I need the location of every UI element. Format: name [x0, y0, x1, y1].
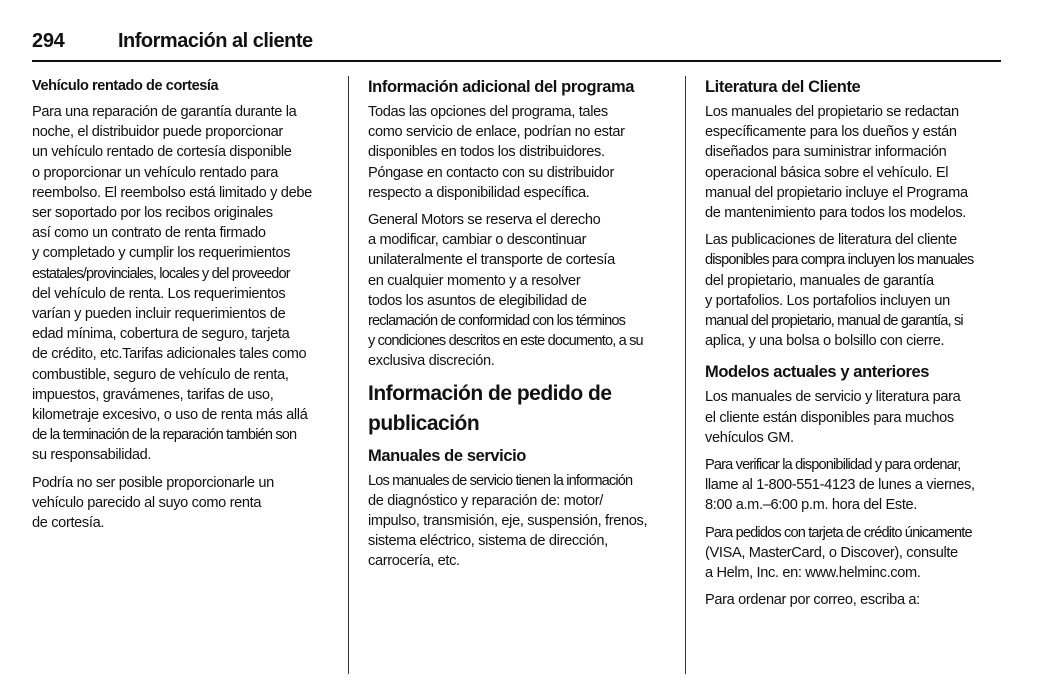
page-header: [32, 28, 1001, 62]
text-line: edad mínima, cobertura de seguro, tarjeta: [32, 326, 290, 343]
text-line: reclamación de conformidad con los términos: [368, 313, 626, 330]
text-line: vehículo parecido al suyo como renta: [32, 494, 262, 511]
text-line: exclusiva discreción.: [368, 353, 495, 370]
text-line: General Motors se reserva el derecho: [368, 212, 601, 229]
text-line: y completado y cumplir los requerimientos: [32, 245, 291, 262]
text-line: a modificar, cambiar o descontinuar: [368, 232, 587, 249]
column-1: [32, 76, 332, 674]
text-line: de diagnóstico y reparación de: motor/: [368, 492, 603, 509]
paragraph-phone-order: [705, 455, 1007, 516]
text-line: de crédito, etc.Tarifas adicionales tales como: [32, 346, 307, 363]
column-2: [348, 76, 670, 674]
text-line: del propietario, manuales de garantía: [705, 272, 934, 289]
text-line: sistema eléctrico, sistema de dirección,: [368, 533, 608, 550]
text-line: kilometraje excesivo, o uso de renta más allá: [32, 407, 308, 424]
text-line: 8:00 a.m.–6:00 p.m. hora del Este.: [705, 497, 918, 514]
text-line: su responsabilidad.: [32, 447, 152, 464]
text-line: impulso, transmisión, eje, suspensión, frenos,: [368, 513, 648, 530]
text-line: de cortesía.: [32, 515, 105, 532]
text-line: Los manuales de servicio tienen la información: [368, 472, 633, 489]
column-3: [685, 76, 1007, 674]
text-line: Para ordenar por correo, escriba a:: [705, 592, 920, 609]
text-line: impuestos, gravámenes, tarifas de uso,: [32, 386, 274, 403]
text-line: unilateralmente el transporte de cortesía: [368, 252, 615, 269]
section-title-publication-order: [368, 379, 670, 439]
paragraph-gm-reserves: [368, 210, 670, 372]
text-line: Las publicaciones de literatura del cliente: [705, 232, 957, 249]
text-line: Podría no ser posible proporcionarle un: [32, 474, 274, 491]
text-line: varían y pueden incluir requerimientos de: [32, 306, 286, 323]
text-line: (VISA, MasterCard, o Discover), consulte: [705, 544, 958, 561]
heading-current-previous-models: Modelos actuales y anteriores: [705, 363, 930, 382]
text-line: en cualquier momento y a resolver: [368, 272, 581, 289]
paragraph-courtesy-vehicle-2: [32, 473, 332, 534]
text-line: de mantenimiento para todos los modelos.: [705, 205, 967, 222]
text-line: noche, el distribuidor puede proporcionar: [32, 124, 283, 141]
text-line: Para pedidos con tarjeta de crédito únicamente: [705, 524, 972, 541]
text-line: respecto a disponibilidad específica.: [368, 184, 590, 201]
text-line: específicamente para los dueños y están: [705, 124, 957, 141]
paragraph-service-literature-availability: [705, 387, 1007, 448]
text-line: vehículos GM.: [705, 429, 794, 446]
text-line: carrocería, etc.: [368, 553, 460, 570]
paragraph-courtesy-vehicle-1: [32, 102, 332, 466]
text-line: todos los asuntos de elegibilidad de: [368, 292, 587, 309]
text-line: de la terminación de la reparación también son: [32, 427, 297, 444]
text-line: a Helm, Inc. en: www.helminc.com.: [705, 565, 921, 582]
text-line: estatales/provinciales, locales y del proveedor: [32, 265, 290, 282]
text-line: así como un contrato de renta firmado: [32, 225, 266, 242]
text-line: llame al 1-800-551-4123 de lunes a viernes,: [705, 477, 975, 494]
paragraph-credit-card-order: [705, 523, 1007, 584]
paragraph-owner-manuals: [705, 102, 1007, 223]
text-line: Los manuales de servicio y literatura para: [705, 389, 961, 406]
text-line: Para verificar la disponibilidad y para ordenar,: [705, 457, 961, 474]
paragraph-literature-publications: [705, 230, 1007, 351]
paragraph-mail-order: [705, 590, 1007, 610]
text-line: o proporcionar un vehículo rentado para: [32, 164, 278, 181]
page-number: 294: [32, 30, 65, 52]
text-line: diseñados para suministrar información: [705, 144, 947, 161]
text-line: Para una reparación de garantía durante la: [32, 104, 297, 120]
text-line: Los manuales del propietario se redactan: [705, 104, 959, 120]
paragraph-program-options: [368, 102, 670, 203]
text-line: como servicio de enlace, podrían no estar: [368, 124, 625, 141]
text-line: el cliente están disponibles para muchos: [705, 409, 954, 426]
text-line: combustible, seguro de vehículo de renta,: [32, 366, 289, 383]
text-line: manual del propietario, manual de garantía, si: [705, 313, 963, 330]
heading-courtesy-vehicle: Vehículo rentado de cortesía: [32, 78, 219, 94]
text-line: manual del propietario incluye el Programa: [705, 184, 968, 201]
section-title-line: publicación: [368, 411, 480, 435]
text-line: del vehículo de renta. Los requerimientos: [32, 285, 286, 302]
heading-customer-literature: Literatura del Cliente: [705, 78, 861, 96]
text-line: un vehículo rentado de cortesía disponible: [32, 144, 292, 161]
heading-service-manuals: Manuales de servicio: [368, 446, 526, 465]
text-line: aplica, y una bolsa o bolsillo con cierre.: [705, 333, 945, 350]
text-line: Todas las opciones del programa, tales: [368, 104, 608, 120]
text-line: disponibles para compra incluyen los manuales: [705, 252, 974, 269]
running-title: Información al cliente: [118, 30, 313, 52]
text-line: y condiciones descritos en este documento, a su: [368, 333, 643, 350]
text-line: y portafolios. Los portafolios incluyen un: [705, 292, 950, 309]
text-line: ser soportado por los recibos originales: [32, 205, 273, 222]
text-line: Póngase en contacto con su distribuidor: [368, 164, 614, 181]
heading-additional-program-info: Información adicional del programa: [368, 78, 635, 96]
text-line: disponibles en todos los distribuidores.: [368, 144, 605, 161]
text-line: reembolso. El reembolso está limitado y debe: [32, 184, 312, 201]
paragraph-service-manuals: [368, 471, 670, 572]
text-line: operacional básica sobre el vehículo. El: [705, 164, 949, 181]
section-title-line: Información de pedido de: [368, 381, 612, 405]
